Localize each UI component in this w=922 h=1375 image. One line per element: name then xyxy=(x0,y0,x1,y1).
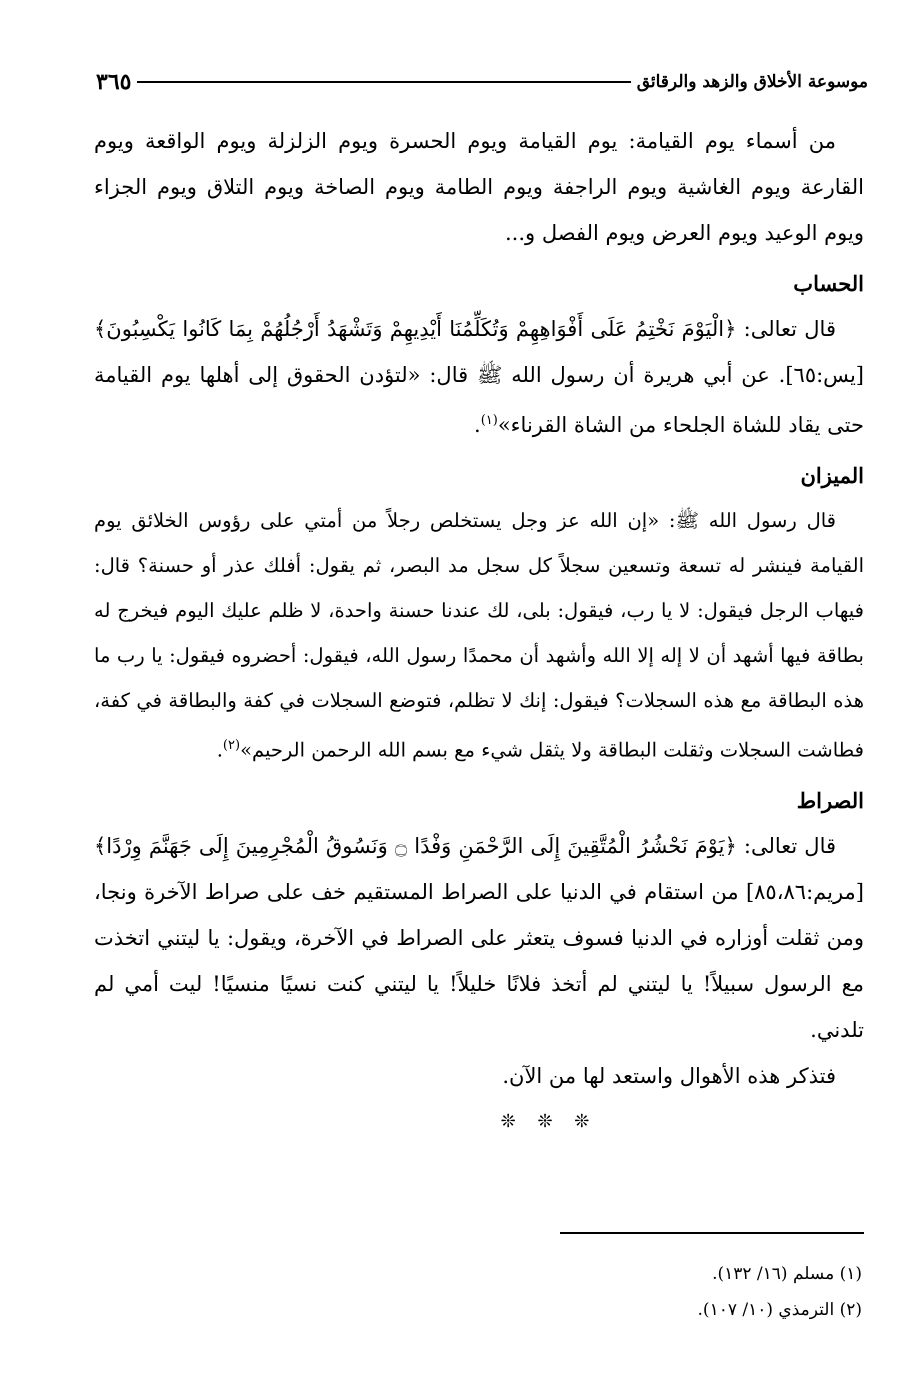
footnotes xyxy=(362,1256,862,1328)
section-title-mizan: الميزان xyxy=(800,463,864,488)
header-rule xyxy=(137,81,630,83)
section-separator: ❊ ❊ ❊ xyxy=(500,1110,598,1132)
hisab-text: قال تعالى: ﴿الْيَوْمَ نَخْتِمُ عَلَى أَفْوَاهِهِمْ وَتُكَلِّمُنَا أَيْدِيهِمْ وَتَشْهَدُ أَرْجُلُهُمْ بِمَا كَانُوا يَكْسِبُونَ﴾ [يس:٦٥]. عن أبي هريرة أن رسول الله ﷺ قال: «لتؤدن الحقوق إلى أهلها يوم القيامة حتى يقاد للشاة الجلحاء من الشاة القرناء» xyxy=(94,317,864,437)
footnote-2: (٢) الترمذي (١٠/ ١٠٧). xyxy=(697,1300,862,1320)
section-title-hisab: الحساب xyxy=(793,271,864,296)
running-header xyxy=(96,62,868,102)
book-title: موسوعة الأخلاق والزهد والرقائق xyxy=(636,72,868,92)
mizan-end: . xyxy=(216,738,223,762)
footnote-rule xyxy=(560,1232,864,1234)
page-number: ٣٦٥ xyxy=(96,69,132,95)
footnote-1: (١) مسلم (١٦/ ١٣٢). xyxy=(712,1264,862,1284)
mizan-paragraph xyxy=(94,498,864,773)
section-title-sirat: الصراط xyxy=(796,787,864,813)
footnote-ref-2: (٢) xyxy=(222,738,241,753)
mizan-text: قال رسول الله ﷺ: «إن الله عز وجل يستخلص رجلاً من أمتي على رؤوس الخلائق يوم القيامة فينشر له تسعة وتسعين سجلاً كل سجل مد البصر، ثم يقول: أفلك عذر أو حسنة؟ قال: فيهاب الرجل فيقول: لا يا رب، فيقول: بلى، لك عندنا حسنة واحدة، لا ظلم عليك اليوم فيخرج له بطاقة فيها أشهد أن لا إله إلا الله وأشهد أن محمدًا رسول الله، فيقول: أحضروه فيقول: يا رب ما هذه البطاقة مع هذه السجلات؟ فيقول: إنك لا تظلم، فتوضع السجلات في كفة والبطاقة في كفة، فطاشت السجلات وثقلت البطاقة ولا يثقل شيء مع بسم الله الرحمن الرحيم» xyxy=(94,509,864,762)
hisab-end: . xyxy=(474,413,481,437)
hisab-paragraph xyxy=(94,306,864,448)
page-body xyxy=(94,118,864,1132)
sirat-paragraph: قال تعالى: ﴿يَوْمَ نَحْشُرُ الْمُتَّقِينَ إِلَى الرَّحْمَنِ وَفْدًا ۝ وَنَسُوقُ الْمُجْرِمِينَ إِلَى جَهَنَّمَ وِرْدًا﴾ [مريم:٨٥،٨٦] من استقام في الدنيا على الصراط المستقيم خف على صراط الآخرة ونجا، ومن ثقلت أوزاره في الدنيا فسوف يتعثر على الصراط في الآخرة، ويقول: يا ليتني اتخذت مع الرسول سبيلاً! يا ليتني لم أتخذ فلانًا خليلاً! يا ليتني كنت نسيًا منسيًا! ليت أمي لم تلدني. xyxy=(94,833,864,1042)
intro-paragraph: من أسماء يوم القيامة: يوم القيامة ويوم الحسرة ويوم الزلزلة ويوم الواقعة ويوم القارعة ويوم الغاشية ويوم الراجفة ويوم الطامة ويوم الصاخة ويوم التلاق ويوم الجزاء ويوم الوعيد ويوم العرض ويوم الفصل و... xyxy=(94,129,864,245)
closing-paragraph: فتذكر هذه الأهوال واستعد لها من الآن. xyxy=(502,1063,836,1088)
footnote-ref-1: (١) xyxy=(480,413,498,428)
